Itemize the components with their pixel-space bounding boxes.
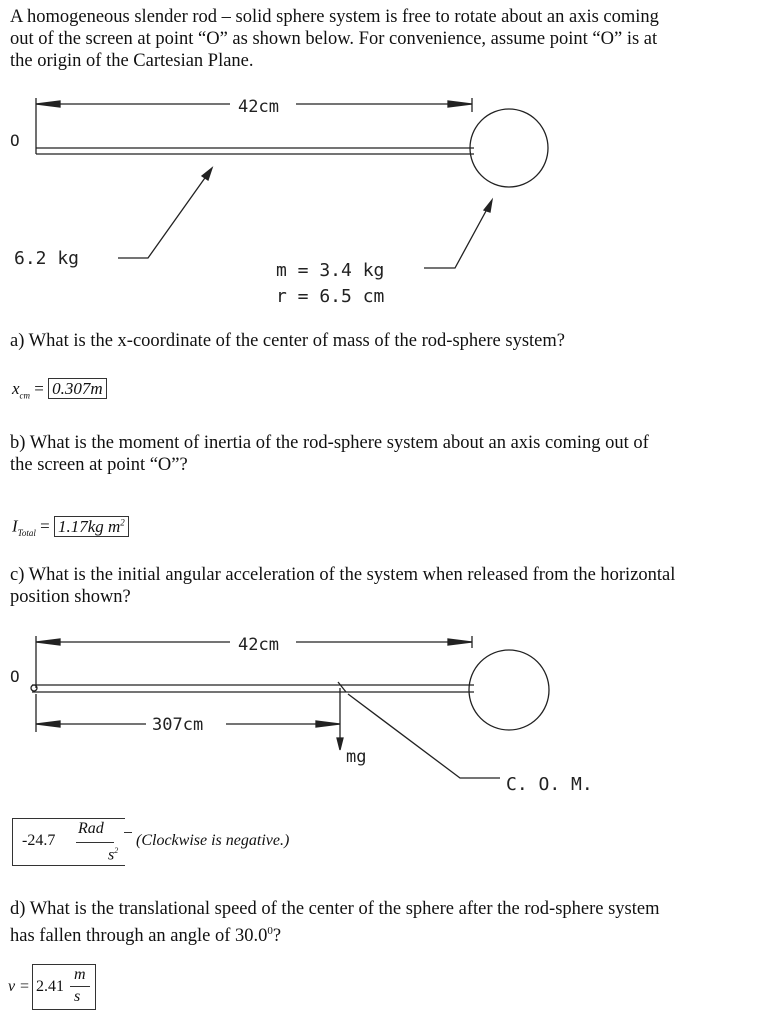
- equals-sign: =: [20, 978, 30, 995]
- com-leader: [348, 694, 500, 778]
- fraction-bar: [76, 842, 114, 843]
- answer-d: [8, 962, 108, 1012]
- answer-b-number: 1.17kg m: [57, 516, 121, 536]
- origin-label: O: [10, 131, 20, 150]
- question-b-text: [10, 432, 750, 476]
- sphere-mass-label: m = 3.4 kg: [276, 260, 385, 281]
- xcm-symbol: x: [12, 379, 20, 398]
- sphere-radius-label: r = 6.5 cm: [276, 286, 385, 307]
- answer-a-value: 0.307m: [48, 378, 107, 399]
- answer-b: [12, 510, 129, 545]
- answer-c-unit-num: Rad: [78, 820, 104, 837]
- answer-b-exponent: 2: [120, 517, 125, 527]
- weight-label: mg: [346, 747, 367, 767]
- question-d-line-2-text: has fallen through an angle of 30.0: [10, 926, 268, 947]
- v-symbol: v: [8, 978, 16, 995]
- sphere: [469, 650, 549, 730]
- xcm-subscript: cm: [19, 390, 31, 401]
- question-d-text: [10, 898, 755, 947]
- question-d-line-2: [10, 920, 755, 947]
- degree-superscript: 0: [267, 925, 273, 937]
- answer-d-unit-den: s: [74, 988, 81, 1005]
- unit-den-exponent: 2: [114, 846, 119, 855]
- length-label: 42cm: [238, 97, 279, 117]
- intro-line-1: A homogeneous slender rod – solid sphere system is free to rotate about an axis coming: [10, 7, 659, 27]
- answer-c-note: (Clockwise is negative.): [136, 832, 290, 849]
- question-c-line-1: c) What is the initial angular acceleration of the system when released from the horizontal: [10, 565, 676, 585]
- fraction-bar: [70, 986, 90, 987]
- itotal-symbol: I: [12, 516, 18, 536]
- rod-sphere-diagram-2: [0, 628, 758, 803]
- rod-sphere-diagram-1: [0, 90, 758, 310]
- intro-paragraph: [10, 6, 750, 72]
- intro-line-3: the origin of the Cartesian Plane.: [10, 51, 254, 71]
- question-a-text: a) What is the x-coordinate of the center of mass of the rod-sphere system?: [10, 331, 565, 351]
- question-b-line-1: b) What is the moment of inertia of the rod-sphere system about an axis coming out of: [10, 433, 649, 453]
- answer-a: [12, 378, 107, 406]
- answer-c-unit-den: [108, 846, 118, 864]
- question-c-line-2: position shown?: [10, 587, 131, 607]
- equals-sign: =: [40, 516, 50, 536]
- question-d-line-2-end: ?: [272, 926, 282, 947]
- rod-mass-leader: [118, 168, 212, 258]
- origin-label: O: [10, 667, 20, 686]
- com-distance-label: 307cm: [152, 715, 204, 735]
- sphere-mass-leader: [424, 200, 492, 268]
- itotal-subscript: Total: [17, 528, 36, 539]
- arrowhead-right: [448, 101, 472, 107]
- answer-d-unit-num: m: [74, 966, 86, 983]
- length-label: 42cm: [238, 635, 279, 655]
- answer-d-value: 2.41: [36, 978, 64, 995]
- question-d-line-1: d) What is the translational speed of the center of the sphere after the rod-sphere system: [10, 899, 660, 919]
- equals-sign: =: [34, 379, 44, 398]
- note-connector: [124, 832, 132, 833]
- unit-den-s: s: [108, 846, 115, 864]
- answer-b-value: [54, 516, 129, 537]
- question-b-line-2: the screen at point “O”?: [10, 455, 188, 475]
- arrowhead-left: [36, 101, 60, 107]
- sphere: [470, 109, 548, 187]
- com-label: C. O. M.: [506, 774, 593, 795]
- com-tick: [338, 682, 346, 692]
- rod-mass-label: 6.2 kg: [14, 248, 80, 269]
- intro-line-2: out of the screen at point “O” as shown below. For convenience, assume point “O” is at: [10, 29, 658, 49]
- question-c-text: [10, 564, 755, 608]
- answer-c-value: -24.7: [22, 832, 56, 849]
